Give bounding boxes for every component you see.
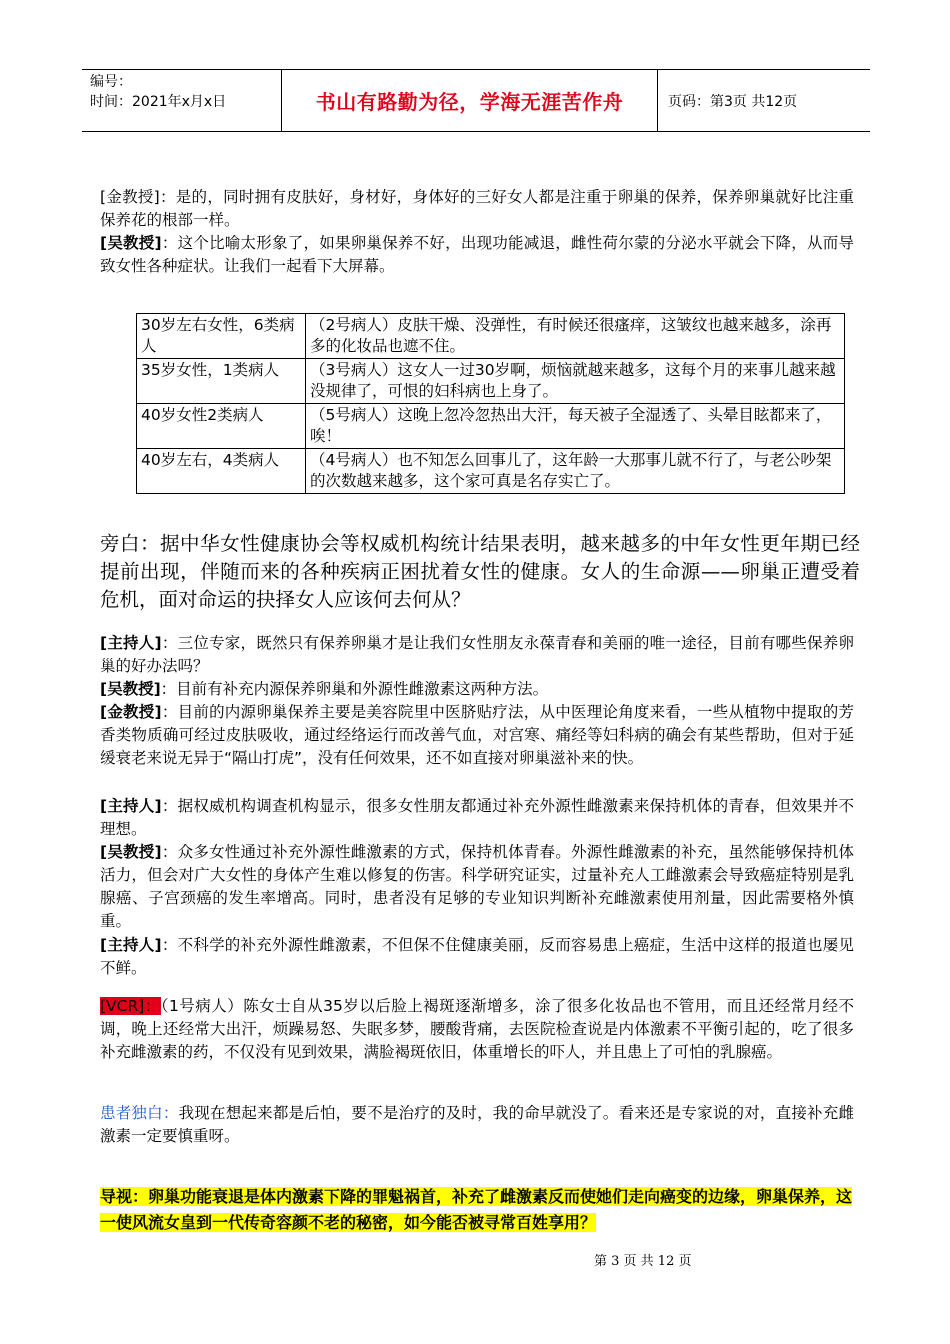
case-description-cell: （4号病人）也不知怎么回事儿了，这年龄一大那事儿就不行了，与老公吵架的次数越来越多，这个家可真是名存实亡了。 bbox=[306, 449, 845, 494]
dialogue-host-1 bbox=[100, 632, 854, 678]
table-row bbox=[137, 359, 845, 404]
table-row bbox=[137, 404, 845, 449]
vcr-tag: [VCR]： bbox=[100, 997, 161, 1015]
speech-text: ：目前的内源卵巢保养主要是美容院里中医脐贴疗法，从中医理论角度来看，一些从植物中提取的芳香类物质确可经过皮肤吸收，通过经络运行而改善气血，对宫寒、痛经等妇科病的确会有某些帮助，但对于延缓衰老来说无异于“隔山打虎”，没有任何效果，还不如直接对卵巢滋补来的快。 bbox=[100, 703, 854, 767]
case-group-cell: 40岁女性2类病人 bbox=[137, 404, 306, 449]
vcr-paragraph bbox=[100, 995, 854, 1064]
speaker-label: [金教授] bbox=[100, 188, 160, 206]
page-footer: 第 3 页 共 12 页 bbox=[594, 1254, 692, 1269]
speech-text: ：这个比喻太形象了，如果卵巢保养不好，出现功能减退，雌性荷尔蒙的分泌水平就会下降，从而导致女性各种症状。让我们一起看下大屏幕。 bbox=[100, 234, 854, 275]
dialogue-host-3 bbox=[100, 934, 854, 980]
document-number-label: 编号： bbox=[90, 74, 132, 90]
speaker-label: [吴教授] bbox=[100, 843, 162, 861]
dialogue-host-2 bbox=[100, 795, 854, 841]
dialogue-wu-2 bbox=[100, 841, 854, 933]
table-row bbox=[137, 314, 845, 359]
narration-paragraph: 旁白：据中华女性健康协会等权威机构统计结果表明，越来越多的中年女性更年期已经提前出现，伴随而来的各种疾病正困扰着女性的健康。女人的生命源——卵巢正遭受着危机，面对命运的抉择女人应该何去何从？ bbox=[100, 532, 860, 611]
vcr-text: （1号病人）陈女士自从35岁以后脸上褐斑逐渐增多，涂了很多化妆品也不管用，而且还经常月经不调，晚上还经常大出汗，烦躁易怒、失眠多梦，腰酸背痛，去医院检查说是内体激素不平衡引起的，吃了很多补充雌激素的药，不仅没有见到效果，满脸褐斑依旧，体重增长的吓人，并且患上了可怕的乳腺癌。 bbox=[100, 997, 854, 1061]
page-header bbox=[82, 69, 870, 132]
header-meta bbox=[82, 70, 282, 131]
case-description-cell: （3号病人）这女人一过30岁啊，烦恼就越来越多，这每个月的来事儿越来越没规律了，可恨的妇科病也上身了。 bbox=[306, 359, 845, 404]
patient-monologue bbox=[100, 1102, 854, 1148]
intro-paragraph-1 bbox=[100, 186, 854, 232]
case-group-cell: 35岁女性，1类病人 bbox=[137, 359, 306, 404]
table-row bbox=[137, 449, 845, 494]
speech-text: ：众多女性通过补充外源性雌激素的方式，保持机体青春。外源性雌激素的补充，虽然能够保持机体活力，但会对广大女性的身体产生难以修复的伤害。科学研究证实，过量补充人工雌激素会导致癌症特别是乳腺癌、子宫颈癌的发生率增高。同时，患者没有足够的专业知识判断补充雌激素使用剂量，因此需要格外慎重。 bbox=[100, 843, 854, 930]
guide-paragraph bbox=[100, 1184, 854, 1236]
speech-text: ：据权威机构调查机构显示，很多女性朋友都通过补充外源性雌激素来保持机体的青春，但效果并不理想。 bbox=[100, 797, 854, 838]
header-motto: 书山有路勤为径，学海无涯苦作舟 bbox=[282, 70, 658, 131]
case-description-cell: （5号病人）这晚上忽冷忽热出大汗，每天被子全湿透了、头晕目眩都来了，唉！ bbox=[306, 404, 845, 449]
speaker-label: [主持人] bbox=[100, 936, 162, 954]
speech-text: ：是的，同时拥有皮肤好，身材好，身体好的三好女人都是注重于卵巢的保养，保养卵巢就好比注重保养花的根部一样。 bbox=[100, 188, 854, 229]
speaker-label: [吴教授] bbox=[100, 680, 161, 698]
speaker-label: [金教授] bbox=[100, 703, 162, 721]
intro-paragraph-2 bbox=[100, 232, 854, 278]
speech-text: ：不科学的补充外源性雌激素，不但保不住健康美丽，反而容易患上癌症，生活中这样的报道也屡见不鲜。 bbox=[100, 936, 854, 977]
case-group-cell: 30岁左右女性，6类病人 bbox=[137, 314, 306, 359]
case-description-cell: （2号病人）皮肤干燥、没弹性，有时候还很瘙痒，这皱纹也越来越多，涂再多的化妆品也遮不住。 bbox=[306, 314, 845, 359]
speaker-label: [主持人] bbox=[100, 634, 162, 652]
speaker-label: [吴教授] bbox=[100, 234, 162, 252]
speech-text: ：三位专家，既然只有保养卵巢才是让我们女性朋友永葆青春和美丽的唯一途径，目前有哪些保养卵巢的好办法吗？ bbox=[100, 634, 854, 675]
dialogue-jin-1 bbox=[100, 701, 854, 770]
document-time-label: 时间：2021年x月x日 bbox=[90, 94, 227, 110]
dialogue-wu-1 bbox=[100, 678, 854, 701]
monologue-label: 患者独白： bbox=[100, 1104, 179, 1122]
speech-text: ：目前有补充内源保养卵巢和外源性雌激素这两种方法。 bbox=[160, 680, 549, 698]
monologue-text: 我现在想起来都是后怕，要不是治疗的及时，我的命早就没了。看来还是专家说的对，直接补充雌激素一定要慎重呀。 bbox=[100, 1104, 854, 1145]
speaker-label: [主持人] bbox=[100, 797, 162, 815]
case-group-cell: 40岁左右，4类病人 bbox=[137, 449, 306, 494]
patient-cases-table bbox=[136, 313, 845, 494]
guide-text: 导视：卵巢功能衰退是体内激素下降的罪魁祸首，补充了雌激素反而使她们走向癌变的边缘，卵巢保养，这一使风流女皇到一代传奇容颜不老的秘密，如今能否被寻常百姓享用？ bbox=[100, 1187, 853, 1232]
header-page-info: 页码：第3页 共12页 bbox=[668, 93, 798, 110]
